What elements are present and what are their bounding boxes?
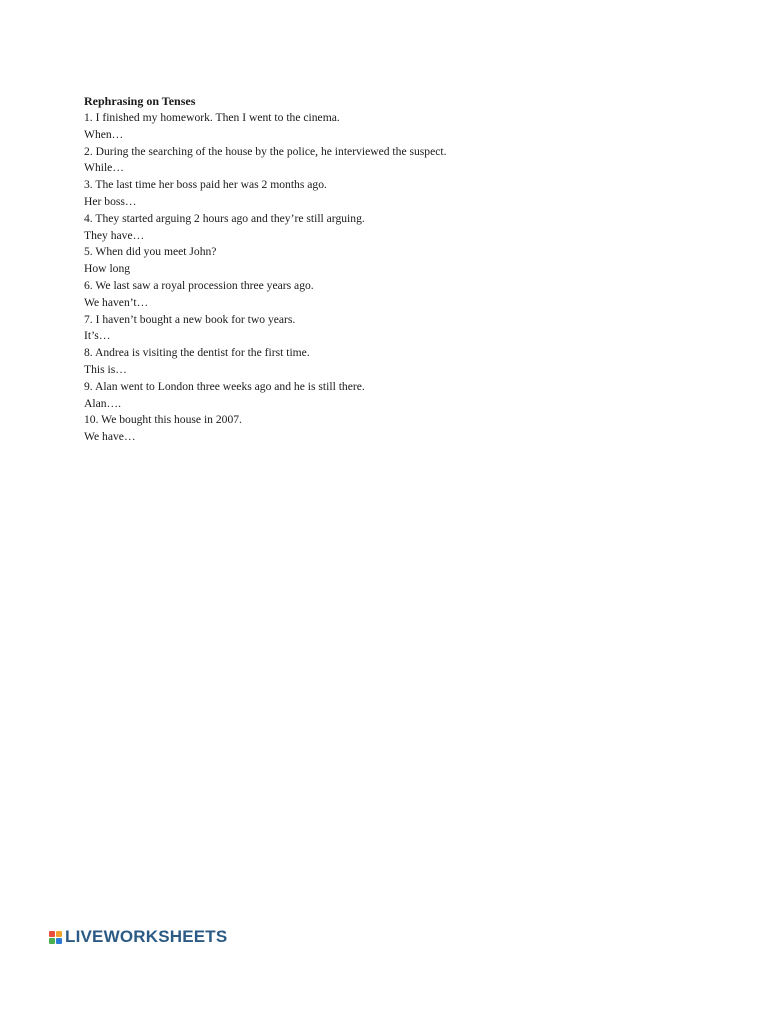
exercise-item-1 (84, 110, 704, 144)
answer-starter: How long (84, 262, 131, 276)
exercise-item-9 (84, 379, 704, 413)
answer-starter: We haven’t… (84, 295, 149, 309)
exercise-item-4 (84, 211, 704, 245)
answer-starter: It’s… (84, 329, 111, 343)
exercise-prompt: 9. Alan went to London three weeks ago and he is still there. (84, 379, 365, 393)
exercise-item-7 (84, 312, 704, 346)
answer-starter: Alan…. (84, 396, 122, 410)
exercise-prompt: 1. I finished my homework. Then I went to the cinema. (84, 111, 340, 124)
liveworksheets-logo (49, 927, 227, 947)
exercise-prompt: 2. During the searching of the house by the police, he interviewed the suspect. (84, 144, 447, 158)
answer-starter: Her boss… (84, 194, 137, 208)
exercise-prompt: 10. We bought this house in 2007. (84, 413, 242, 427)
exercise-item-10 (84, 412, 704, 446)
exercise-prompt: 8. Andrea is visiting the dentist for the first time. (84, 346, 310, 360)
exercise-item-5 (84, 244, 704, 278)
exercise-prompt: 7. I haven’t bought a new book for two years. (84, 312, 296, 326)
worksheet-title: Rephrasing on Tenses (84, 94, 196, 108)
logo-square-orange (56, 931, 62, 937)
logo-square-green (49, 938, 55, 944)
exercise-item-6 (84, 278, 704, 312)
logo-square-blue (56, 938, 62, 944)
answer-starter: This is… (84, 362, 127, 376)
exercise-prompt: 3. The last time her boss paid her was 2 months ago. (84, 178, 327, 192)
exercise-prompt: 6. We last saw a royal procession three years ago. (84, 278, 314, 292)
answer-starter: When… (84, 127, 124, 141)
exercise-prompt: 5. When did you meet John? (84, 245, 217, 259)
logo-square-red (49, 931, 55, 937)
exercise-prompt: 4. They started arguing 2 hours ago and they’re still arguing. (84, 211, 365, 225)
answer-starter: We have… (84, 430, 136, 444)
logo-text: LIVEWORKSHEETS (65, 927, 228, 946)
exercise-item-3 (84, 177, 704, 211)
logo-icon (49, 931, 62, 944)
worksheet (84, 93, 704, 446)
answer-starter: While… (84, 161, 124, 175)
answer-starter: They have… (84, 228, 145, 242)
exercise-item-2 (84, 144, 704, 178)
exercise-item-8 (84, 345, 704, 379)
